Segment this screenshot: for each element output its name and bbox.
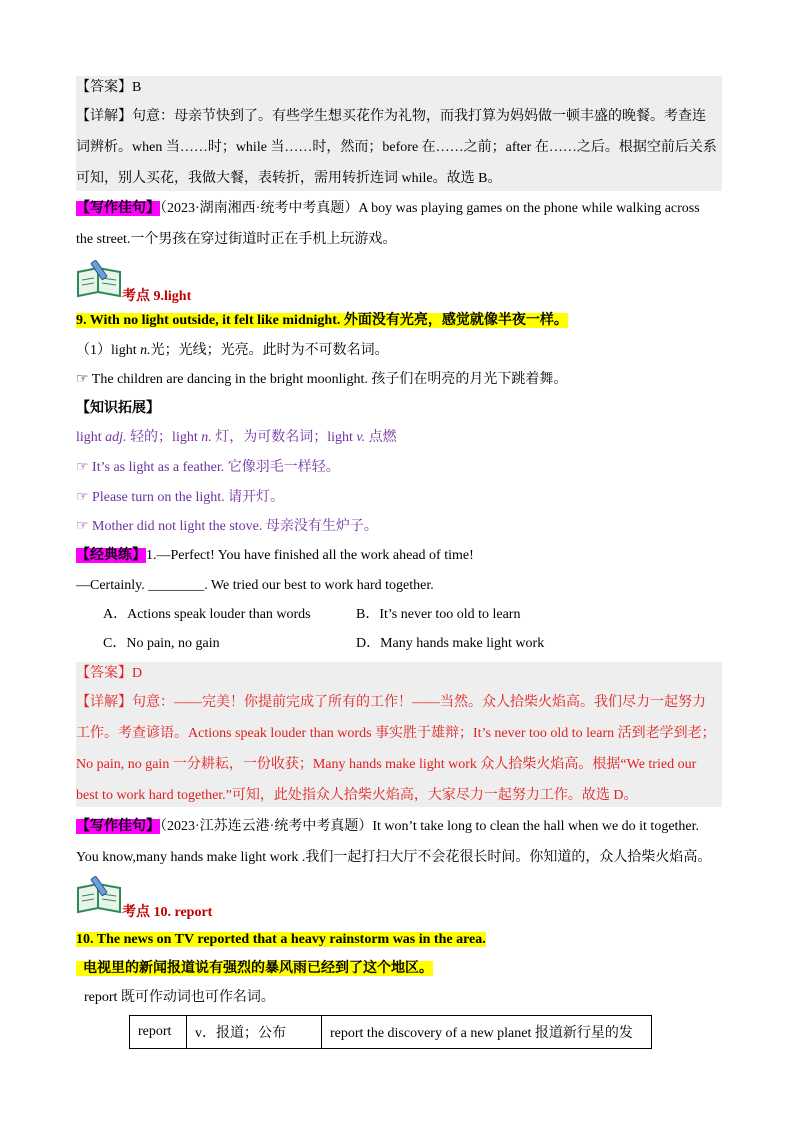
practice-answer: 【答案】D	[76, 666, 143, 681]
practice-question-cont: —Certainly. ________. We tried our best to work hard together.	[76, 578, 434, 593]
writing-sentence-1-cont: the street.一个男孩在穿过街道时正在手机上玩游戏。	[76, 232, 397, 247]
option-b: B．It’s never too old to learn	[356, 607, 521, 622]
knowledge-expansion-label: 【知识拓展】	[76, 401, 160, 416]
explain-line-2: 词辨析。when 当……时；while 当……时，然而；before 在……之前；after 在……之后。根据空前后关系	[76, 140, 717, 155]
writing-sentence-2: 【写作佳句】（2023·江苏连云港·统考中考真题）It won’t take long to clean the hall when we do it together.	[76, 819, 700, 834]
point-9-sentence: 9. With no light outside, it felt like midnight. 外面没有光亮，感觉就像半夜一样。	[76, 313, 568, 328]
table-cell-pos: v．报道；公布	[187, 1016, 322, 1049]
option-c: C．No pain, no gain	[103, 636, 220, 651]
table-row	[130, 1016, 652, 1049]
option-d: D．Many hands make light work	[356, 636, 545, 651]
practice-explain-4: best to work hard together.”可知，此处指众人拾柴火焰高，大家尽力一起努力工作。故选 D。	[76, 788, 638, 803]
point-10-sentence: 10. The news on TV reported that a heavy rainstorm was in the area.	[76, 932, 486, 947]
point-10-translation: 电视里的新闻报道说有强烈的暴风雨已经到了这个地区。	[76, 961, 433, 976]
point-10-title: 考点 10. report	[122, 905, 213, 920]
point-9-definition: （1）light n.光；光线；光亮。此时为不可数名词。	[76, 343, 389, 358]
writing-tag: 【写作佳句】	[76, 201, 160, 216]
book-pencil-icon	[76, 260, 122, 298]
answer-line	[76, 78, 141, 98]
writing-sentence-1	[76, 199, 700, 219]
practice-explain-1: 【详解】句意：——完美！你提前完成了所有的工作！——当然。众人拾柴火焰高。我们尽力一起努力	[76, 695, 706, 710]
practice-tag: 【经典练】	[76, 548, 146, 563]
writing-text: （2023·湖南湘西·统考中考真题）A boy was playing games on the phone while walking across	[160, 201, 700, 216]
writing-tag-2: 【写作佳句】	[76, 819, 160, 834]
answer-value: B	[132, 80, 142, 95]
practice-question: 【经典练】1.—Perfect! You have finished all the work ahead of time!	[76, 548, 474, 563]
table-cell-example: report the discovery of a new planet 报道新行星的发	[322, 1016, 652, 1049]
point-10-intro: report 既可作动词也可作名词。	[84, 990, 275, 1005]
answer-label: 【答案】	[76, 80, 132, 95]
option-a: A．Actions speak louder than words	[103, 607, 311, 622]
table-cell-word: report	[130, 1016, 187, 1049]
book-pencil-icon	[76, 876, 122, 914]
practice-explain-3: No pain, no gain 一分耕耘，一份收获；Many hands make light work 众人拾柴火焰高。根据“We tried our	[76, 757, 697, 772]
point-9-title: 考点 9.light	[122, 289, 192, 304]
expansion-example-3: ☞ Mother did not light the stove. 母亲没有生炉子。	[76, 519, 378, 534]
expansion-definitions: light adj. 轻的；light n. 灯，为可数名词；light v. 点燃	[76, 430, 397, 445]
expansion-example-1: ☞ It’s as light as a feather. 它像羽毛一样轻。	[76, 460, 340, 475]
point-9-example: ☞ The children are dancing in the bright moonlight. 孩子们在明亮的月光下跳着舞。	[76, 372, 568, 387]
explain-line-1: 【详解】句意：母亲节快到了。有些学生想买花作为礼物，而我打算为妈妈做一顿丰盛的晚餐。考查连	[76, 109, 706, 124]
explain-line-3: 可知，别人买花，我做大餐，表转折，需用转折连词 while。故选 B。	[76, 171, 502, 186]
report-definition-table	[129, 1015, 652, 1049]
expansion-example-2: ☞ Please turn on the light. 请开灯。	[76, 490, 285, 505]
writing-sentence-2-cont: You know,many hands make light work .我们一起打扫大厅不会花很长时间。你知道的，众人拾柴火焰高。	[76, 850, 712, 865]
practice-explain-2: 工作。考查谚语。Actions speak louder than words 事实胜于雄辩；It’s never too old to learn 活到老学到老；	[76, 726, 716, 741]
